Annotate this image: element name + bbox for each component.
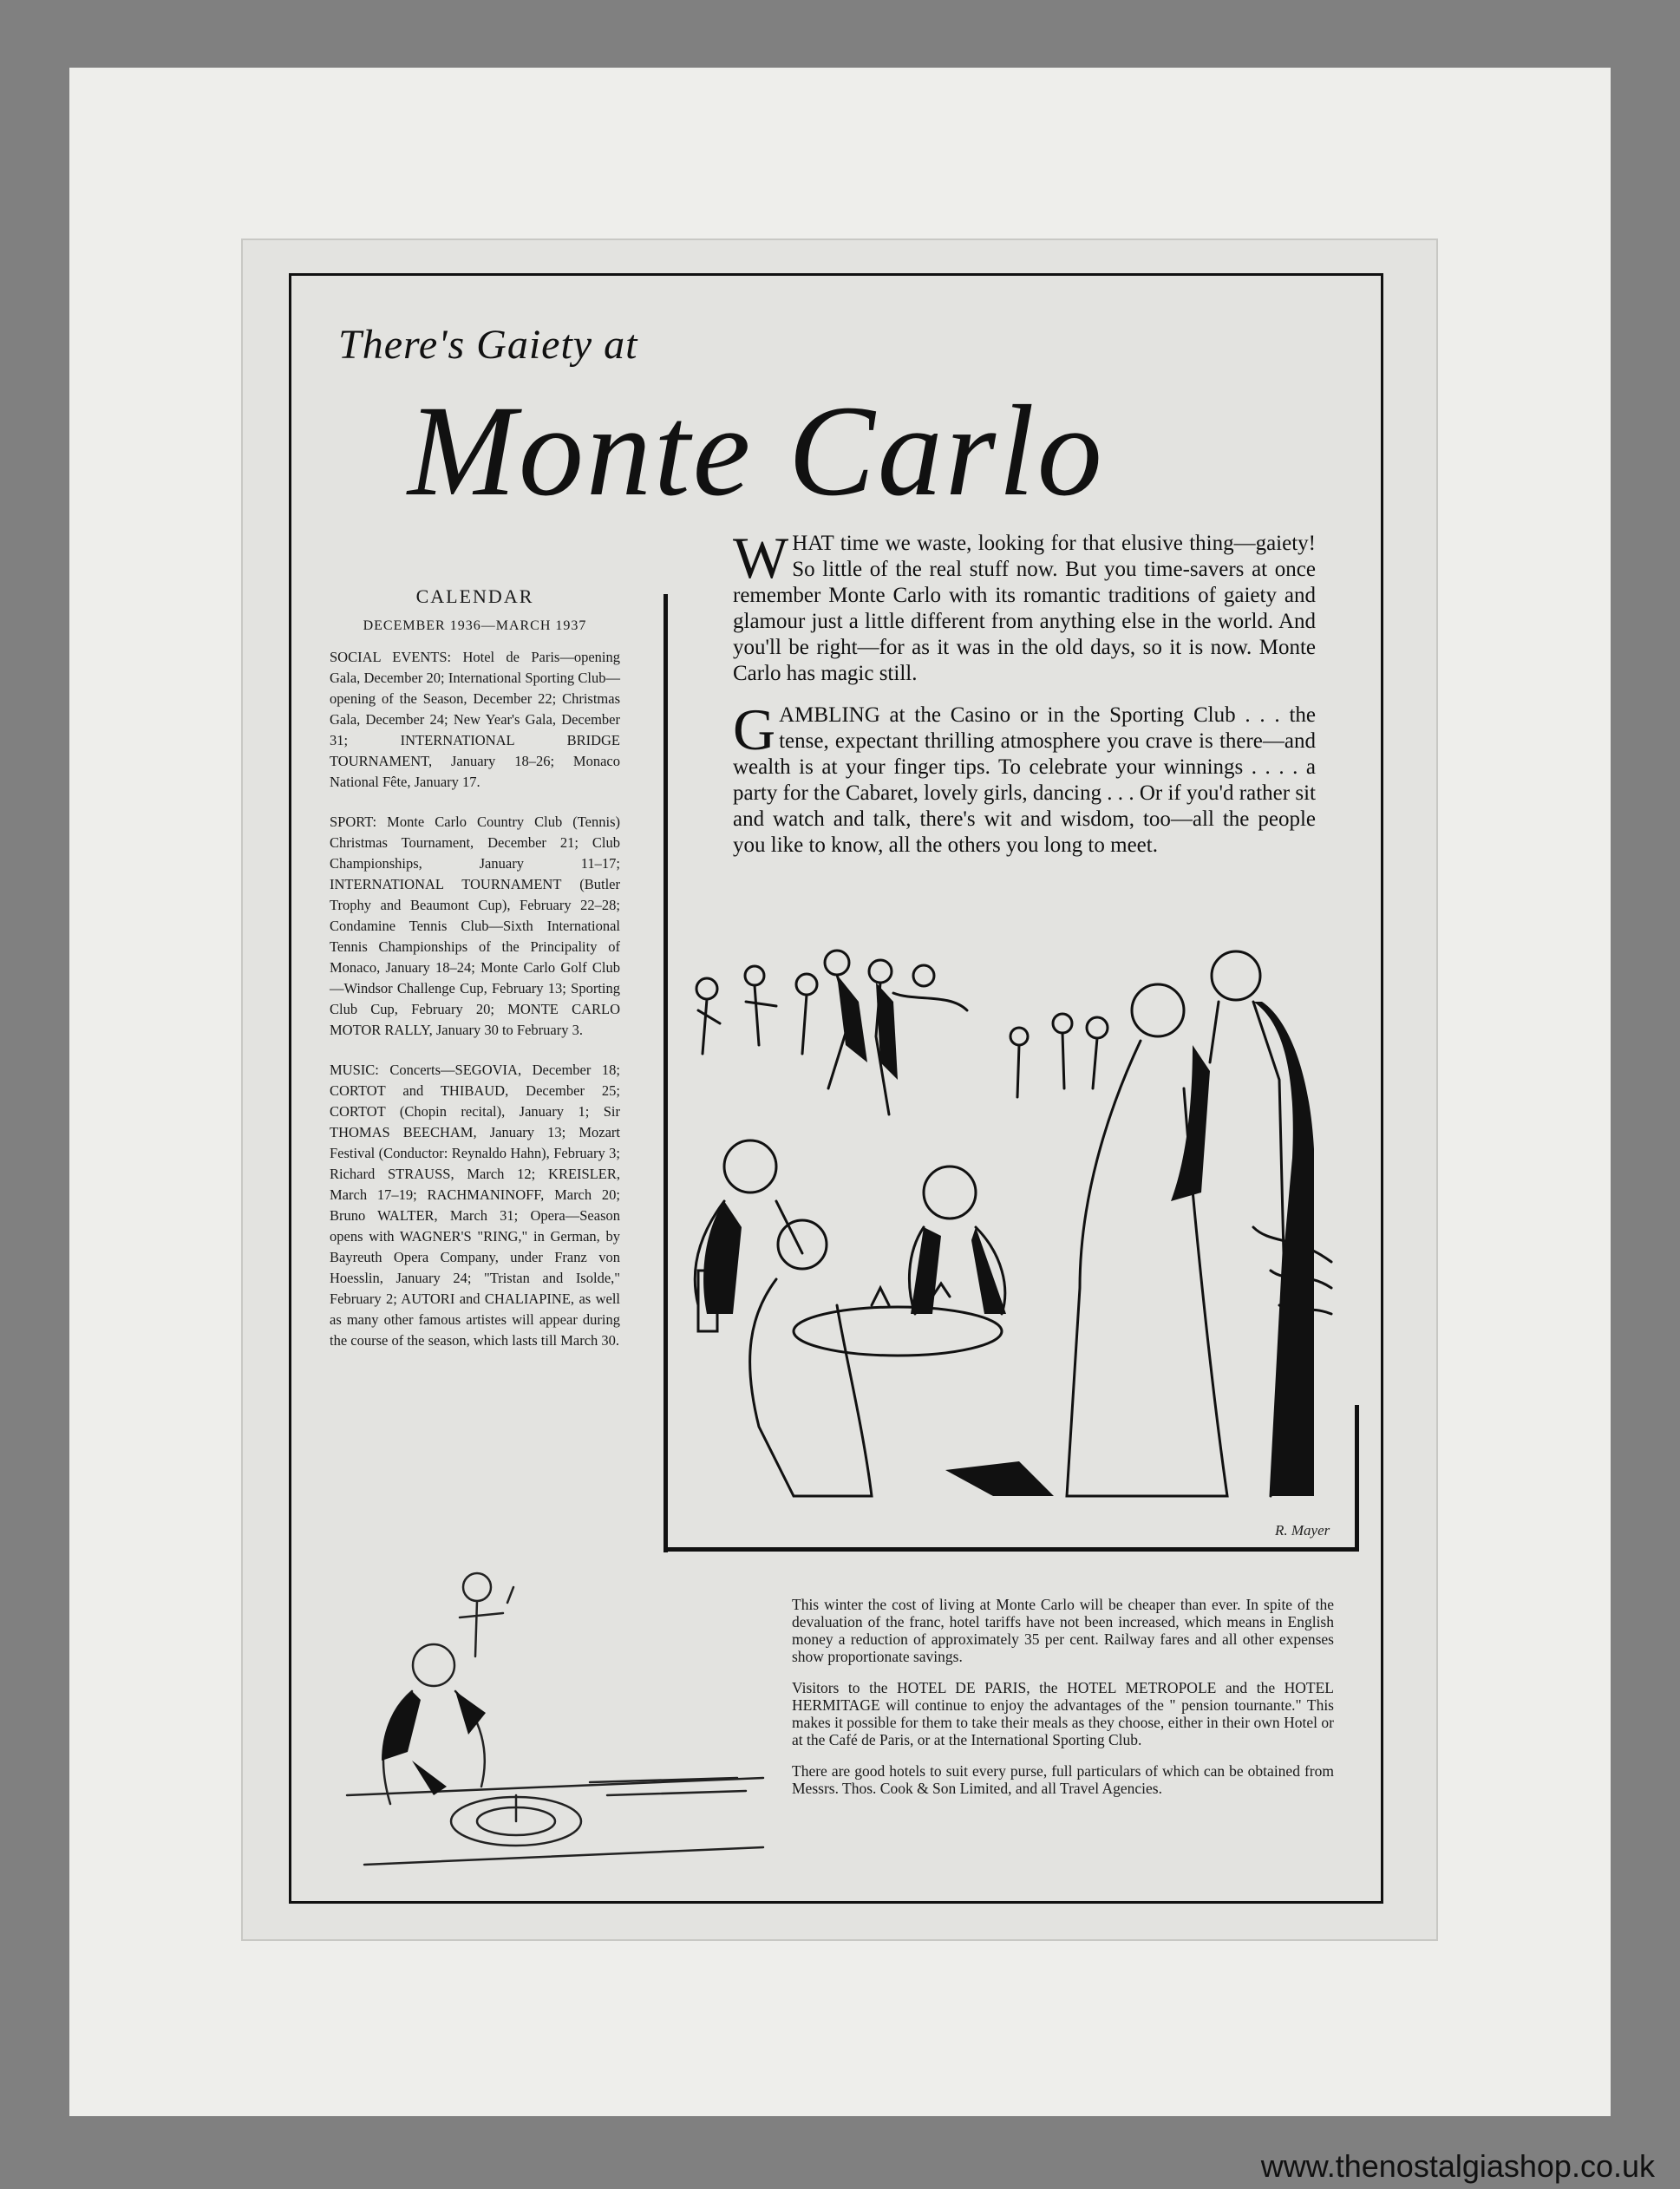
- calendar-social-events: SOCIAL EVENTS: Hotel de Paris—opening Gala, December 20; International Sporting Club—opening of the Season, December 22; Christmas Gala, December 24; New Year's Gala, December 31; INTERNATIONAL BRIDGE TOURNAMENT, January 18–26; Monaco National Fête, January 17.: [330, 649, 620, 790]
- intro-paragraph-1: [733, 525, 1316, 687]
- calendar-title: CALENDAR: [415, 585, 534, 607]
- lower-copy: [792, 1596, 1334, 1811]
- column-divider: [664, 594, 668, 1552]
- lower-paragraph-cost: This winter the cost of living at Monte Carlo will be cheaper than ever. In spite of the devaluation of the franc, hotel tariffs have not been increased, which means in English money a reduction of approximately 35 per cent. Railway fares and all other expenses show proportionate savings.: [792, 1596, 1334, 1665]
- calendar-sport: SPORT: Monte Carlo Country Club (Tennis) Christmas Tournament, December 21; Club Championships, January 11–17; INTERNATIONAL TOURNAMENT (Butler Trophy and Beaumont Cup), February 22–28; Condamine Tennis Club—Sixth International Tennis Championships of the Principality of Monaco, January 18–24; Monte Carlo Golf Club—Windsor Challenge Cup, February 13; Sporting Club Cup, February 20; MONTE CARLO MOTOR RALLY, January 30 to February 3.: [330, 814, 620, 1038]
- lower-paragraph-hotels: Visitors to the HOTEL DE PARIS, the HOTEL METROPOLE and the HOTEL HERMITAGE will continue to enjoy the advantages of the " pension tournante." This makes it possible for them to take their meals as they choose, either in their own Hotel or at the Café de Paris, or at the International Sporting Club.: [792, 1679, 1334, 1748]
- intro-paragraph-1-text: HAT time we waste, looking for that elusive thing—gaiety! So little of the real stuff now. But you time-savers at once remember Monte Carlo with its romantic traditions of gaiety and glamour just a little different from anything else in the world. And you'll be right—for as it was in the old days, so it is now. Monte Carlo has magic still.: [733, 532, 1316, 685]
- drop-cap-g: G: [733, 696, 776, 762]
- headline-tagline: There's Gaiety at: [338, 322, 638, 368]
- lower-paragraph-particulars: There are good hotels to suit every purse, full particulars of which can be obtained from Messrs. Thos. Cook & Son Limited, and all Travel Agencies.: [792, 1762, 1334, 1797]
- intro-paragraph-2: [733, 696, 1316, 859]
- intro-paragraph-2-text: AMBLING at the Casino or in the Sporting Club . . . the tense, expectant thrilling atmosphere you crave is there—and wealth is at your finger tips. To celebrate your winnings . . . . a party for the Cabaret, lovely girls, dancing . . . Or if you'd rather sit and watch and talk, there's wit and wisdom, too—all the people you like to know, all the others you long to meet.: [733, 703, 1316, 857]
- ballroom-couples-illustration-icon: [672, 941, 1355, 1548]
- calendar-column: [330, 586, 620, 1370]
- calendar-date-range: DECEMBER 1936—MARCH 1937: [363, 618, 587, 633]
- drop-cap-w: W: [733, 525, 789, 591]
- shop-watermark-link[interactable]: www.thenostalgiashop.co.uk: [1260, 2148, 1655, 2184]
- roulette-table-illustration-icon: [330, 1561, 781, 1873]
- intro-copy: [733, 525, 1316, 874]
- calendar-music: MUSIC: Concerts—SEGOVIA, December 18; CORTOT and THIBAUD, December 25; CORTOT (Chopin recital), January 1; Sir THOMAS BEECHAM, January 13; Mozart Festival (Conductor: Reynaldo Hahn), February 3; Richard STRAUSS, March 12; KREISLER, March 17–19; RACHMANINOFF, March 20; Bruno WALTER, March 31; Opera—Season opens with WAGNER'S "RING," in German, by Bayreuth Opera Company, under Franz von Hoesslin, January 24; "Tristan and Isolde," February 2; AUTORI and CHALIAPINE, as well as many other famous artistes will appear during the course of the season, which lasts till March 30.: [330, 1062, 620, 1349]
- illustration-right-rule: [1355, 1405, 1359, 1552]
- artist-signature: R. Mayer: [1275, 1522, 1330, 1539]
- headline-title: Monte Carlo: [408, 379, 1105, 523]
